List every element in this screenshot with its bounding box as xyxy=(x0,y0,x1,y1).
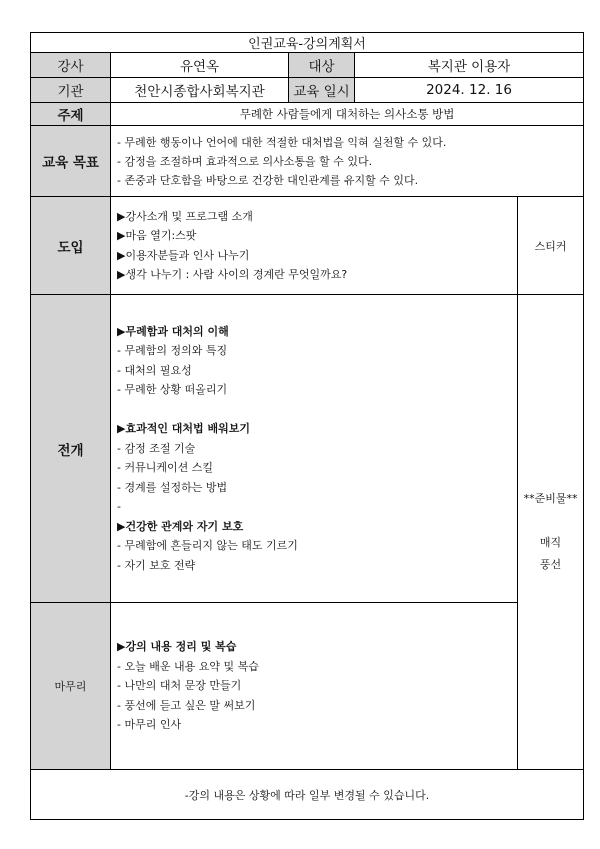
intro-item: ▶이용자분들과 인사 나누기 xyxy=(117,248,250,262)
material-item: 풍선 xyxy=(539,558,562,571)
development-item: - 경계를 설정하는 방법 xyxy=(117,480,228,494)
instructor-value: 유연옥 xyxy=(111,53,289,78)
footer-note: -강의 내용은 상황에 따라 일부 변경될 수 있습니다. xyxy=(31,770,584,820)
date-label: 교육 일시 xyxy=(289,78,355,103)
lecture-plan-table xyxy=(30,32,584,820)
intro-row xyxy=(31,197,584,295)
development-item: - 대처의 필요성 xyxy=(117,363,192,377)
goal-item: - 무례한 행동이나 언어에 대한 적절한 대처법을 익혀 실천할 수 있다. xyxy=(117,135,447,149)
wrapup-item: - 풍선에 듣고 싶은 말 써보기 xyxy=(117,698,256,712)
development-item: - 감정 조절 기술 xyxy=(117,441,196,455)
development-item: - 무례한 상황 떠올리기 xyxy=(117,383,228,397)
wrapup-item: - 마무리 인사 xyxy=(117,718,182,732)
institution-label: 기관 xyxy=(31,78,111,103)
intro-item: ▶생각 나누기 : 사람 사이의 경계란 무엇일까요? xyxy=(117,268,348,281)
intro-item: ▶강사소개 및 프로그램 소개 xyxy=(117,209,253,223)
development-heading: ▶건강한 관계와 자기 보호 xyxy=(117,519,244,533)
development-heading: ▶무례함과 대처의 이해 xyxy=(117,324,229,338)
footer-row xyxy=(31,770,584,820)
intro-item: ▶마음 열기:스팟 xyxy=(117,229,197,242)
goal-item: - 존중과 단호함을 바탕으로 건강한 대인관계를 유지할 수 있다. xyxy=(117,173,419,187)
target-value: 복지관 이용자 xyxy=(355,53,584,78)
spacer xyxy=(518,510,583,532)
instructor-label: 강사 xyxy=(31,53,111,78)
development-item: - xyxy=(117,500,121,514)
institution-row xyxy=(31,78,584,103)
development-item: - 커뮤니케이션 스킬 xyxy=(117,461,213,475)
development-heading: ▶효과적인 대처법 배워보기 xyxy=(117,422,251,436)
development-row xyxy=(31,295,584,603)
wrapup-label: 마무리 xyxy=(31,603,111,770)
document-title: 인권교육-강의계획서 xyxy=(31,33,584,53)
wrapup-content xyxy=(111,603,518,770)
development-item: - 무례함의 정의와 특징 xyxy=(117,344,228,358)
wrapup-item: - 나만의 대처 문장 만들기 xyxy=(117,679,242,693)
subject-row xyxy=(31,103,584,126)
material-item: 매직 xyxy=(539,536,562,549)
target-label: 대상 xyxy=(289,53,355,78)
materials-title: **준비물** xyxy=(523,492,578,505)
goal-item: - 감정을 조절하며 효과적으로 의사소통을 할 수 있다. xyxy=(117,154,373,168)
wrapup-item: - 오늘 배운 내용 요약 및 복습 xyxy=(117,659,259,673)
development-content xyxy=(111,295,518,603)
materials-cell xyxy=(518,295,584,770)
institution-value: 천안시종합사회복지관 xyxy=(111,78,289,103)
development-item: - 무례함에 흔들리지 않는 태도 기르기 xyxy=(117,539,298,553)
goals-label: 교육 목표 xyxy=(31,126,111,197)
title-row xyxy=(31,33,584,53)
development-label: 전개 xyxy=(31,295,111,603)
intro-label: 도입 xyxy=(31,197,111,295)
development-item: - 자기 보호 전략 xyxy=(117,558,196,572)
instructor-row xyxy=(31,53,584,78)
goals-list xyxy=(111,126,584,197)
subject-label: 주제 xyxy=(31,103,111,126)
date-value: 2024. 12. 16 xyxy=(355,78,584,103)
spacer xyxy=(117,400,511,420)
subject-value: 무례한 사람들에게 대처하는 의사소통 방법 xyxy=(111,103,584,126)
goals-row xyxy=(31,126,584,197)
intro-material: 스티커 xyxy=(518,197,584,295)
wrapup-heading: ▶강의 내용 정리 및 복습 xyxy=(117,640,237,654)
wrapup-row xyxy=(31,603,584,770)
intro-content xyxy=(111,197,518,295)
